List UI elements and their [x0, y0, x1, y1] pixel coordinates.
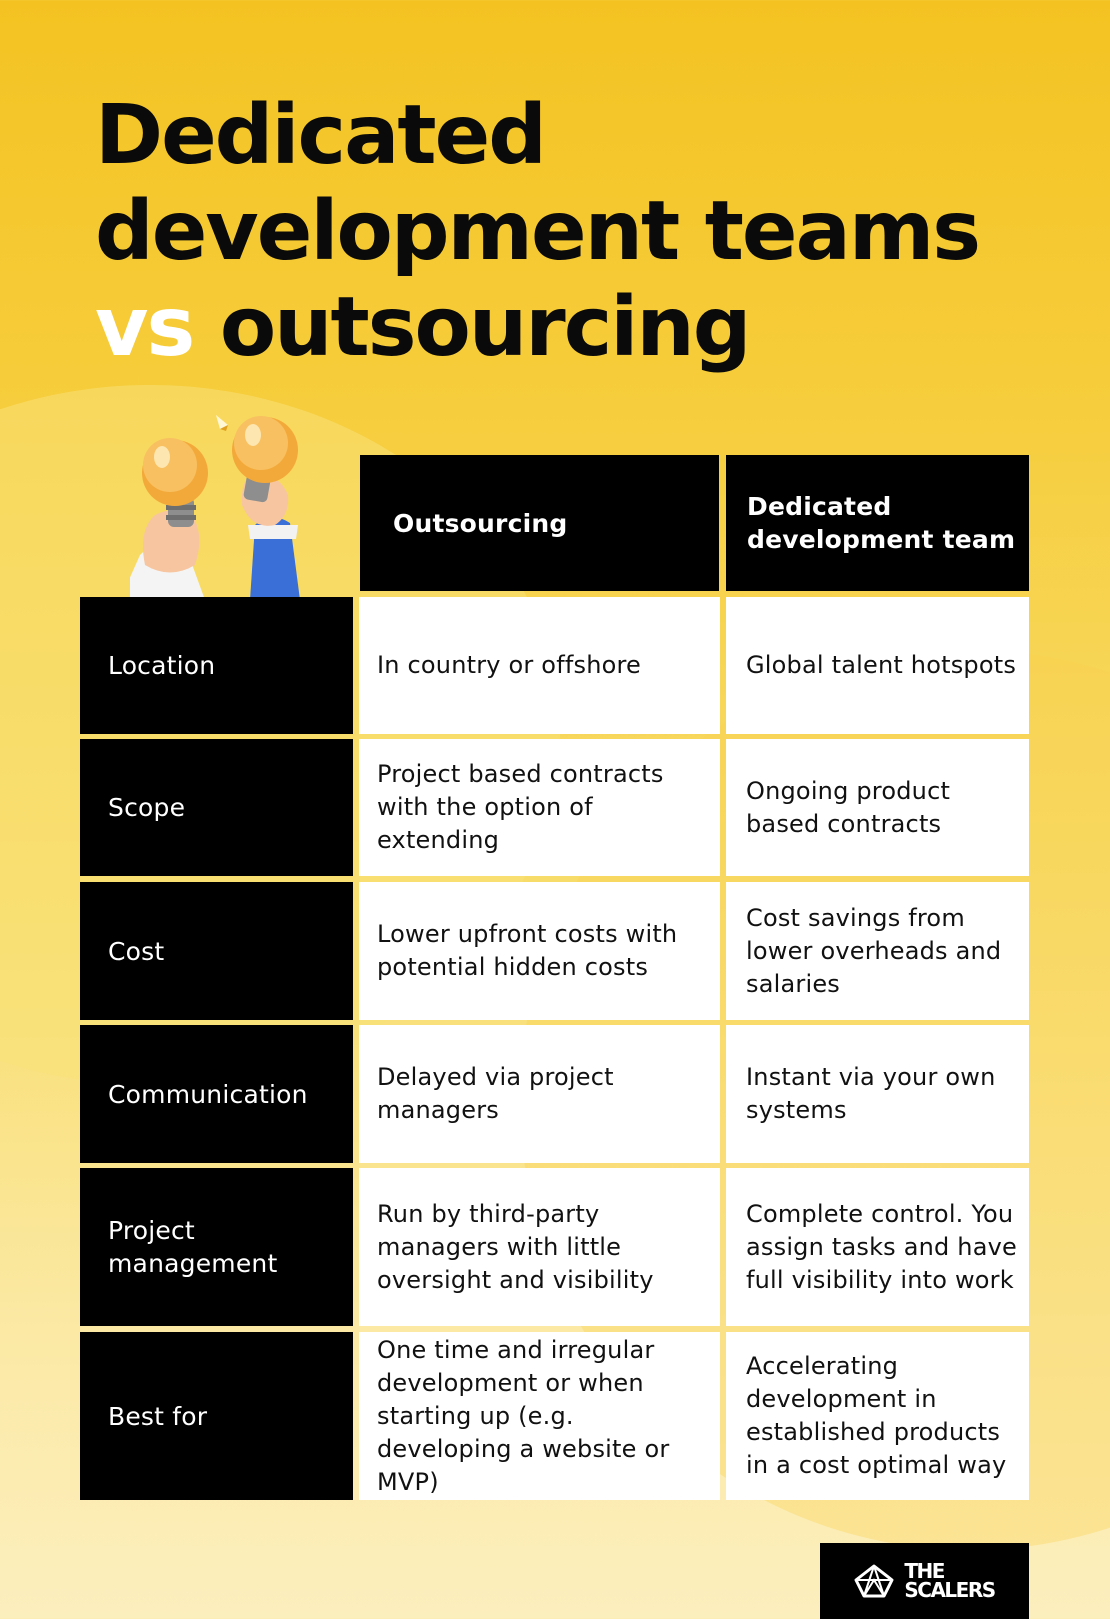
cell-text: Project based contracts with the option of extending	[377, 760, 664, 854]
row-label-best-for	[80, 1332, 353, 1500]
row-label: Scope	[108, 793, 186, 822]
cell-text: Cost savings from lower overheads and salaries	[746, 903, 1002, 998]
row-label: Best for	[108, 1401, 208, 1431]
table-cell-dedicated	[726, 1168, 1029, 1326]
column-header-dedicated	[726, 455, 1029, 591]
cell-text: Global talent hotspots	[746, 651, 1017, 679]
logo-line: SCALERS	[904, 1578, 995, 1602]
logo-line: THE	[904, 1559, 944, 1583]
row-label-communication	[80, 1025, 353, 1163]
cell-text: Lower upfront costs with potential hidden costs	[377, 920, 678, 981]
table-cell-outsourcing	[359, 1168, 720, 1326]
cell-text: Instant via your own systems	[746, 1063, 996, 1124]
page-title	[95, 88, 979, 376]
table-cell-dedicated	[726, 739, 1029, 876]
title-outsourcing: outsourcing	[219, 280, 750, 375]
table-cell-outsourcing	[359, 882, 720, 1020]
cell-text: Complete control. You assign tasks and have full visibility into work	[746, 1199, 1017, 1294]
cell-text: Ongoing product based contracts	[746, 776, 951, 838]
table-cell-dedicated	[726, 1332, 1029, 1500]
row-label-scope	[80, 739, 353, 876]
table-cell-outsourcing	[359, 739, 720, 876]
table-cell-dedicated	[726, 1025, 1029, 1163]
row-label: Communication	[108, 1079, 308, 1109]
title-line	[95, 280, 979, 376]
table-cell-dedicated	[726, 597, 1029, 734]
row-label-location	[80, 597, 353, 734]
row-label-project-management	[80, 1168, 353, 1326]
column-header-outsourcing	[360, 455, 719, 591]
title-line: development teams	[95, 184, 980, 279]
brand-logo	[820, 1543, 1029, 1619]
table-cell-outsourcing	[359, 1025, 720, 1163]
cell-text: Accelerating development in established products in a cost optimal way	[746, 1352, 1007, 1479]
lightbulb-hands-icon	[130, 415, 340, 600]
row-label-cost	[80, 882, 353, 1020]
row-label: Location	[108, 651, 216, 680]
logo-wordmark	[904, 1559, 995, 1602]
cell-text: In country or offshore	[377, 651, 641, 679]
column-header-label: Dedicated development team	[747, 492, 1016, 554]
column-header-label: Outsourcing	[393, 508, 568, 538]
row-label: Project management	[108, 1216, 278, 1278]
table-cell-outsourcing	[359, 597, 720, 734]
diamond-logo-icon	[854, 1564, 894, 1598]
title-line: Dedicated	[95, 88, 545, 183]
cell-text: Delayed via project managers	[377, 1063, 614, 1124]
table-cell-dedicated	[726, 882, 1029, 1020]
title-vs: vs	[95, 280, 194, 375]
cell-text: One time and irregular development or when starting up (e.g. developing a website or MVP)	[377, 1335, 670, 1496]
cell-text: Run by third-party managers with little oversight and visibility	[377, 1199, 654, 1294]
table-cell-outsourcing	[359, 1332, 720, 1500]
row-label: Cost	[108, 936, 165, 966]
